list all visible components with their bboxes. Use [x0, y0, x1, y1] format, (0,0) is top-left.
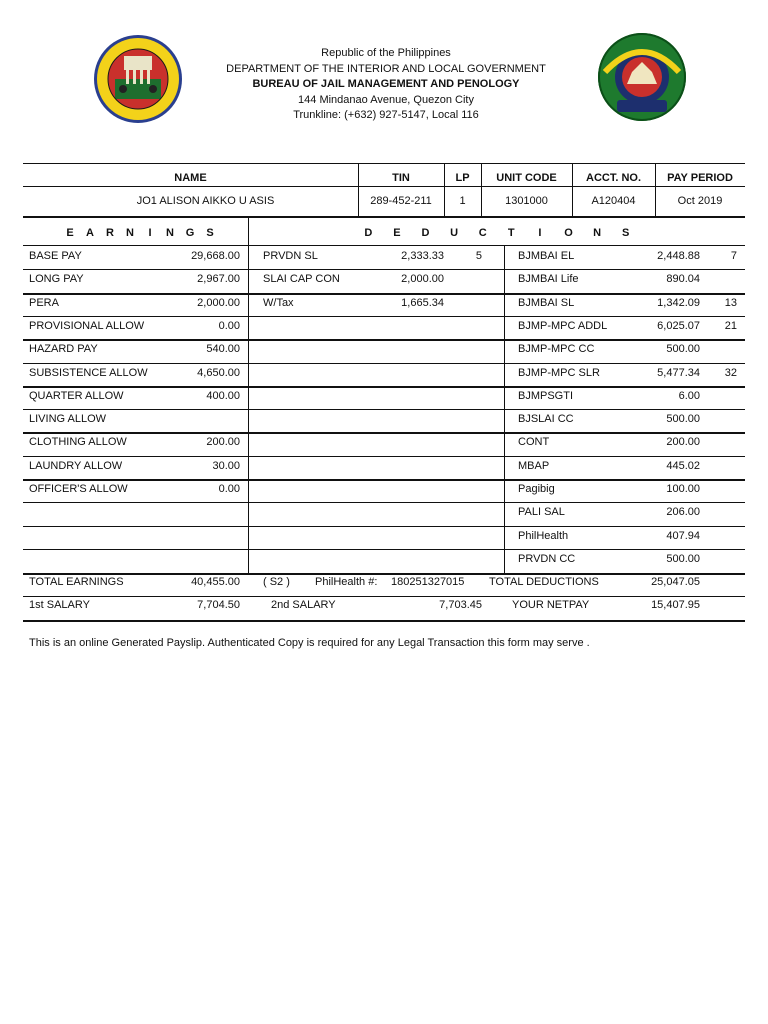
rule [23, 502, 745, 503]
deduction-label: PALI SAL [518, 506, 565, 519]
earning-amount: 400.00 [206, 389, 240, 402]
rule [23, 269, 745, 270]
section-title-letter: U [450, 227, 459, 239]
section-title-letter: I [148, 227, 152, 239]
deduction-amount: 206.00 [666, 506, 700, 519]
earning-amount: 29,668.00 [191, 250, 240, 262]
deduction-label: BJMBAI Life [518, 273, 579, 286]
section-title-letter: R [106, 227, 114, 239]
header-republic: Republic of the Philippines [321, 47, 451, 59]
rule [23, 479, 745, 481]
second-salary-label: 2nd SALARY [271, 599, 336, 611]
deduction-count: 13 [724, 296, 737, 309]
earning-amount: 4,650.00 [197, 366, 240, 379]
deduction-label: SLAI CAP CON [263, 273, 340, 286]
deduction-label: BJMBAI SL [518, 296, 575, 309]
deduction-count: 21 [724, 319, 737, 332]
deduction-amount: 1,342.09 [657, 296, 700, 309]
rule [23, 339, 745, 341]
earning-label: SUBSISTENCE ALLOW [29, 366, 148, 379]
s2-label: ( S2 ) [263, 576, 290, 588]
rule [23, 386, 745, 388]
section-title-letter: S [206, 227, 214, 239]
earning-amount: 30.00 [212, 459, 240, 472]
bjmp-seal-logo [93, 34, 183, 124]
deduction-amount: 100.00 [666, 483, 700, 495]
deduction-label: CONT [518, 436, 550, 449]
philhealth-number-label: PhilHealth #: [315, 576, 378, 588]
deduction-amount: 2,333.33 [401, 250, 444, 262]
philhealth-number: 180251327015 [391, 576, 465, 588]
section-title-letter: T [507, 227, 515, 239]
rule [23, 363, 745, 364]
deduction-amount: 6,025.07 [657, 319, 700, 332]
section-title-letter: G [185, 227, 195, 239]
rule [23, 245, 745, 246]
letterhead [200, 46, 572, 124]
deduction-label: W/Tax [263, 296, 294, 309]
header-trunkline: Trunkline: (+632) 927-5147, Local 116 [293, 109, 479, 121]
earning-label: PERA [29, 296, 59, 309]
deduction-amount: 200.00 [666, 436, 700, 449]
deduction-label: MBAP [518, 459, 550, 472]
section-title-letter: E [393, 227, 401, 239]
rule [23, 316, 745, 317]
deduction-label: BJMP-MPC SLR [518, 366, 600, 379]
rule [23, 432, 745, 434]
rule [23, 549, 745, 550]
deduction-label: PRVDN CC [518, 552, 576, 565]
deduction-amount: 2,448.88 [657, 250, 700, 262]
finance-service-seal-logo [597, 32, 687, 122]
earning-label: LAUNDRY ALLOW [29, 459, 123, 472]
netpay-value: 15,407.95 [651, 599, 700, 611]
employee-unit-code: 1301000 [505, 195, 548, 207]
deduction-amount: 6.00 [678, 389, 700, 402]
employee-name: JO1 ALISON AIKKO U ASIS [136, 195, 275, 207]
earning-label: CLOTHING ALLOW [29, 436, 127, 449]
deduction-amount: 407.94 [666, 529, 700, 542]
deduction-amount: 445.02 [666, 459, 700, 472]
header-address: 144 Mindanao Avenue, Quezon City [298, 93, 474, 106]
section-title-letter: I [538, 227, 542, 239]
section-title-letter: N [593, 227, 602, 239]
header-acct-no: ACCT. NO. [586, 172, 641, 184]
rule [23, 186, 745, 187]
section-title-letter: N [166, 227, 174, 239]
deduction-label: Pagibig [518, 483, 555, 495]
deduction-amount: 500.00 [666, 552, 700, 565]
deduction-label: BJMP-MPC ADDL [518, 319, 608, 332]
section-title-letter: D [421, 227, 430, 239]
total-earnings-label: TOTAL EARNINGS [29, 576, 124, 588]
deduction-label: BJMP-MPC CC [518, 343, 595, 356]
first-salary-value: 7,704.50 [197, 599, 240, 611]
deduction-label: PhilHealth [518, 529, 569, 542]
deduction-label: PRVDN SL [263, 250, 318, 262]
rule [23, 216, 745, 218]
earning-amount: 2,967.00 [197, 273, 240, 286]
earning-amount: 0.00 [218, 319, 240, 332]
header-pay-period: PAY PERIOD [667, 172, 733, 184]
earning-label: HAZARD PAY [29, 343, 98, 356]
earning-amount: 540.00 [206, 343, 240, 356]
section-title-letter: S [622, 227, 630, 239]
first-salary-label: 1st SALARY [29, 599, 90, 611]
header-lp: LP [455, 172, 470, 184]
employee-lp: 1 [459, 195, 466, 207]
header-unit-code: UNIT CODE [496, 172, 557, 184]
rule [23, 456, 745, 457]
earning-label: LIVING ALLOW [29, 413, 107, 426]
section-title-letter: A [86, 227, 94, 239]
deduction-amount: 500.00 [666, 413, 700, 426]
netpay-label: YOUR NETPAY [512, 599, 590, 611]
header-department: DEPARTMENT OF THE INTERIOR AND LOCAL GOVERNMENT [226, 62, 546, 75]
rule [248, 218, 249, 573]
deduction-label: BJMPSGTI [518, 389, 574, 402]
earning-amount: 2,000.00 [197, 296, 240, 309]
rule [23, 163, 745, 164]
employee-tin: 289-452-211 [370, 195, 432, 207]
section-title-letter: N [126, 227, 134, 239]
deduction-label: BJMBAI EL [518, 250, 575, 262]
total-earnings-value: 40,455.00 [191, 576, 240, 588]
section-title-letter: C [478, 227, 487, 239]
header-bureau: BUREAU OF JAIL MANAGEMENT AND PENOLOGY [252, 78, 520, 90]
deduction-count: 5 [475, 250, 482, 262]
section-title-letter: O [564, 227, 573, 239]
deduction-amount: 1,665.34 [401, 296, 444, 309]
disclaimer-note: This is an online Generated Payslip. Authenticated Copy is required for any Legal Transaction this form may serve . [29, 637, 590, 649]
earning-amount: 0.00 [218, 483, 240, 495]
earning-label: OFFICER'S ALLOW [29, 483, 128, 495]
rule [23, 596, 745, 597]
earning-label: QUARTER ALLOW [29, 389, 124, 402]
rule [23, 620, 745, 622]
rule [23, 526, 745, 527]
rule [23, 293, 745, 295]
deduction-count: 32 [724, 366, 737, 379]
earning-label: LONG PAY [29, 273, 84, 286]
deduction-amount: 2,000.00 [401, 273, 444, 286]
employee-acct-no: A120404 [591, 195, 636, 207]
header-name: NAME [174, 172, 207, 184]
deduction-amount: 500.00 [666, 343, 700, 356]
earning-label: PROVISIONAL ALLOW [29, 319, 145, 332]
section-title-letter: E [66, 227, 74, 239]
deduction-amount: 890.04 [666, 273, 700, 286]
earning-amount: 200.00 [206, 436, 240, 449]
section-title-letter: D [364, 227, 373, 239]
earning-label: BASE PAY [29, 250, 82, 262]
total-deductions-label: TOTAL DEDUCTIONS [489, 576, 599, 588]
rule [23, 409, 745, 410]
deduction-count: 7 [730, 250, 737, 262]
second-salary-value: 7,703.45 [439, 599, 482, 611]
employee-pay-period: Oct 2019 [677, 195, 723, 207]
header-tin: TIN [392, 172, 410, 184]
deduction-amount: 5,477.34 [657, 366, 700, 379]
deduction-label: BJSLAI CC [518, 413, 574, 426]
total-deductions-value: 25,047.05 [651, 576, 700, 588]
